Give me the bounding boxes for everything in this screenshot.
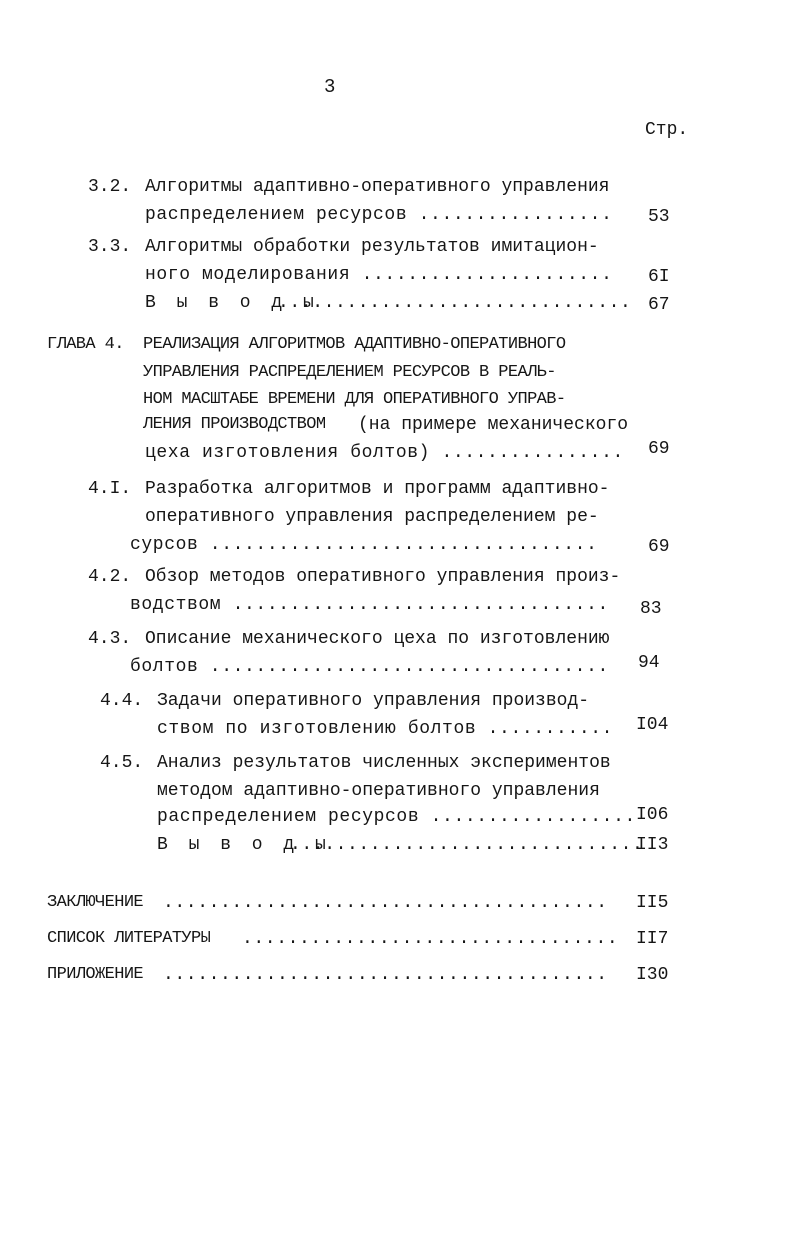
entry-title-line: Анализ результатов численных экспериментов xyxy=(157,753,611,773)
entry-leader-dots: ............................... xyxy=(290,835,644,855)
entry-number: 3.3. xyxy=(88,237,132,257)
entry-title-line: УПРАВЛЕНИЯ РАСПРЕДЕЛЕНИЕМ РЕСУРСОВ В РЕАЛЬ- xyxy=(143,363,556,382)
entry-number: 4.I. xyxy=(88,479,132,499)
entry-number: 4.5. xyxy=(100,753,144,773)
entry-page: 83 xyxy=(640,599,662,619)
entry-title-line: РЕАЛИЗАЦИЯ АЛГОРИТМОВ АДАПТИВНО-ОПЕРАТИВНОГО xyxy=(143,335,566,354)
entry-title-line: СПИСОК ЛИТЕРАТУРЫ xyxy=(47,929,211,948)
entry-title-line: водством ................................. xyxy=(130,595,609,615)
entry-title-line: ЛЕНИЯ ПРОИЗВОДСТВОМ xyxy=(143,415,326,434)
entry-title-line: В ы в о д ы xyxy=(157,835,331,855)
entry-title-line: болтов ................................... xyxy=(130,657,609,677)
entry-page: II3 xyxy=(636,835,669,855)
page-number: 3 xyxy=(324,76,336,98)
entry-number: 4.2. xyxy=(88,567,132,587)
entry-page: 94 xyxy=(638,653,660,673)
entry-page: II5 xyxy=(636,893,669,913)
entry-page: I04 xyxy=(636,715,669,735)
entry-title-line: Обзор методов оперативного управления произ- xyxy=(145,567,621,587)
chapter-number: ГЛАВА 4. xyxy=(47,335,124,354)
entry-page: I06 xyxy=(636,805,669,825)
entry-leader-dots: ................................. xyxy=(242,929,619,949)
entry-number: 4.3. xyxy=(88,629,132,649)
entry-title-line: оперативного управления распределением ре- xyxy=(145,507,599,527)
entry-title-line: методом адаптивно-оперативного управления xyxy=(157,781,600,801)
entry-leader-dots: ....................................... xyxy=(163,893,608,913)
entry-page: 69 xyxy=(648,537,670,557)
entry-title-line: Задачи оперативного управления производ- xyxy=(157,691,590,711)
entry-title-line: ного моделирования ...................... xyxy=(145,265,613,285)
entry-title-line: распределением ресурсов ................. xyxy=(145,205,613,225)
entry-title-line: НОМ МАСШТАБЕ ВРЕМЕНИ ДЛЯ ОПЕРАТИВНОГО УПРАВ- xyxy=(143,390,566,409)
entry-number: 4.4. xyxy=(100,691,144,711)
entry-title-line: ЗАКЛЮЧЕНИЕ xyxy=(47,893,144,912)
entry-title-line: ством по изготовлению болтов ........... xyxy=(157,719,614,739)
entry-title-line: ПРИЛОЖЕНИЕ xyxy=(47,965,144,984)
entry-page: 67 xyxy=(648,295,670,315)
entry-title-line: сурсов .................................. xyxy=(130,535,598,555)
entry-page: I30 xyxy=(636,965,669,985)
entry-page: II7 xyxy=(636,929,669,949)
entry-title-line: Разработка алгоритмов и программ адаптивно- xyxy=(145,479,610,499)
entry-number: 3.2. xyxy=(88,177,132,197)
entry-title-line: Алгоритмы адаптивно-оперативного управления xyxy=(145,177,610,197)
pages-column-header: Стр. xyxy=(645,120,689,140)
entry-title-line: Описание механического цеха по изготовлению xyxy=(145,629,610,649)
entry-title-line: Алгоритмы обработки результатов имитацион- xyxy=(145,237,599,257)
entry-leader-dots: ............................... xyxy=(278,293,632,313)
entry-page: 69 xyxy=(648,439,670,459)
entry-title-line: В ы в о д ы xyxy=(145,293,319,313)
entry-page: 6I xyxy=(648,267,670,287)
entry-page: 53 xyxy=(648,207,670,227)
entry-title-line: (на примере механического xyxy=(358,415,629,435)
entry-leader-dots: ....................................... xyxy=(163,965,608,985)
entry-title-line: цеха изготовления болтов) ................ xyxy=(145,443,624,463)
entry-title-line: распределением ресурсов .................. xyxy=(157,807,636,827)
